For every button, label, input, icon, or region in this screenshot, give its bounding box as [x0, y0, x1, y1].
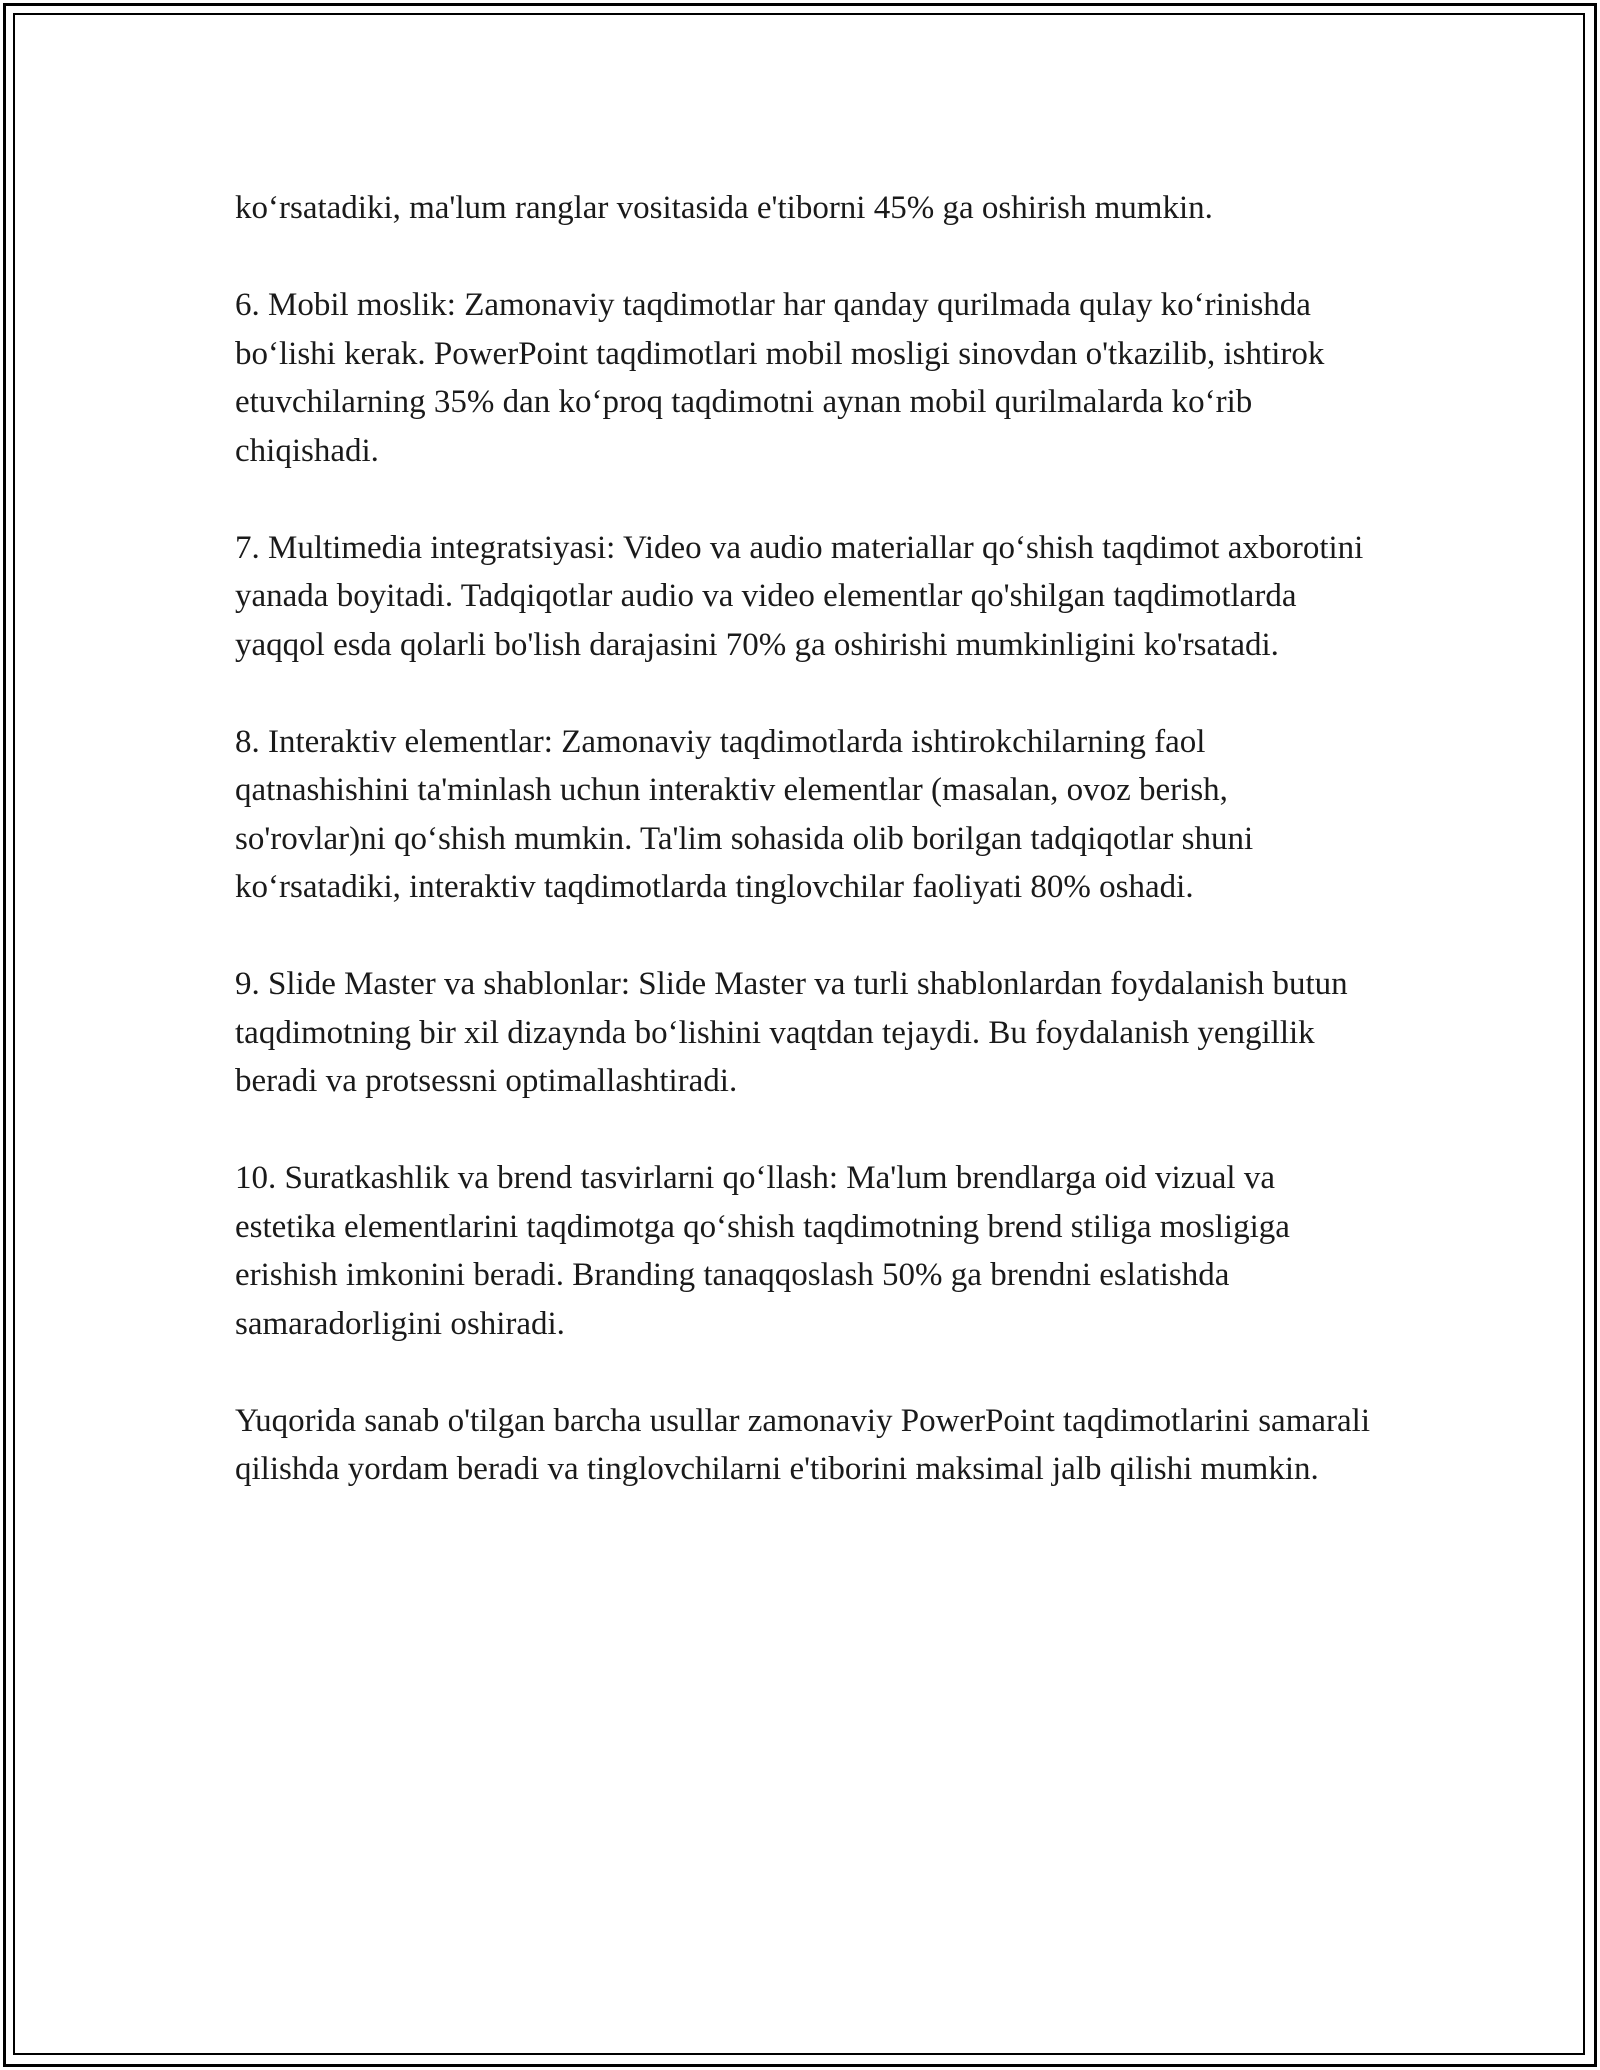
paragraph-mobile-compatibility: 6. Mobil moslik: Zamonaviy taqdimotlar har qanday qurilmada qulay ko‘rinishda bo‘lishi kerak. PowerPoint taqdimotlari mobil mosligi sinovdan o'tkazilib, ishtirok etuvchilarning 35% dan ko‘proq taqdimotni aynan mobil qurilmalarda ko‘rib chiqishadi. [235, 287, 1325, 469]
paragraph-slide-master: 9. Slide Master va shablonlar: Slide Master va turli shablonlardan foydalanish butun taqdimotning bir xil dizaynda bo‘lishini vaqtdan tejaydi. Bu foydalanish yengillik beradi va protsessni optimallashtiradi. [235, 966, 1348, 1099]
paragraph-branding: 10. Suratkashlik va brend tasvirlarni qo‘llash: Ma'lum brendlarga oid vizual va estetika elementlarini taqdimotga qo‘shish taqdimotning brend stiliga mosligiga erishish imkonini beradi. Branding tanaqqoslash 50% ga brendni eslatishda samaradorligini oshiradi. [235, 1160, 1290, 1342]
paragraph-interactive-elements: 8. Interaktiv elementlar: Zamonaviy taqdimotlarda ishtirokchilarning faol qatnashishini ta'minlash uchun interaktiv elementlar (masalan, ovoz berish, so'rovlar)ni qo‘shish mumkin. Ta'lim sohasida olib borilgan tadqiqotlar shuni ko‘rsatadiki, interaktiv taqdimotlarda tinglovchilar faoliyati 80% oshadi. [235, 723, 1254, 905]
document-body [235, 184, 1375, 1494]
paragraph-multimedia-integration: 7. Multimedia integratsiyasi: Video va audio materiallar qo‘shish taqdimot axborotini yanada boyitadi. Tadqiqotlar audio va video elementlar qo'shilgan taqdimotlarda yaqqol esda qolarli bo'lish darajasini 70% ga oshirishi mumkinligini ko'rsatadi. [235, 529, 1364, 663]
paragraph-continuation: ko‘rsatadiki, ma'lum ranglar vositasida e'tiborni 45% ga oshirish mumkin. [235, 190, 1213, 226]
paragraph-conclusion: Yuqorida sanab o'tilgan barcha usullar zamonaviy PowerPoint taqdimotlarini samarali qilishda yordam beradi va tinglovchilarni e'tiborini maksimal jalb qilishi mumkin. [235, 1402, 1370, 1487]
